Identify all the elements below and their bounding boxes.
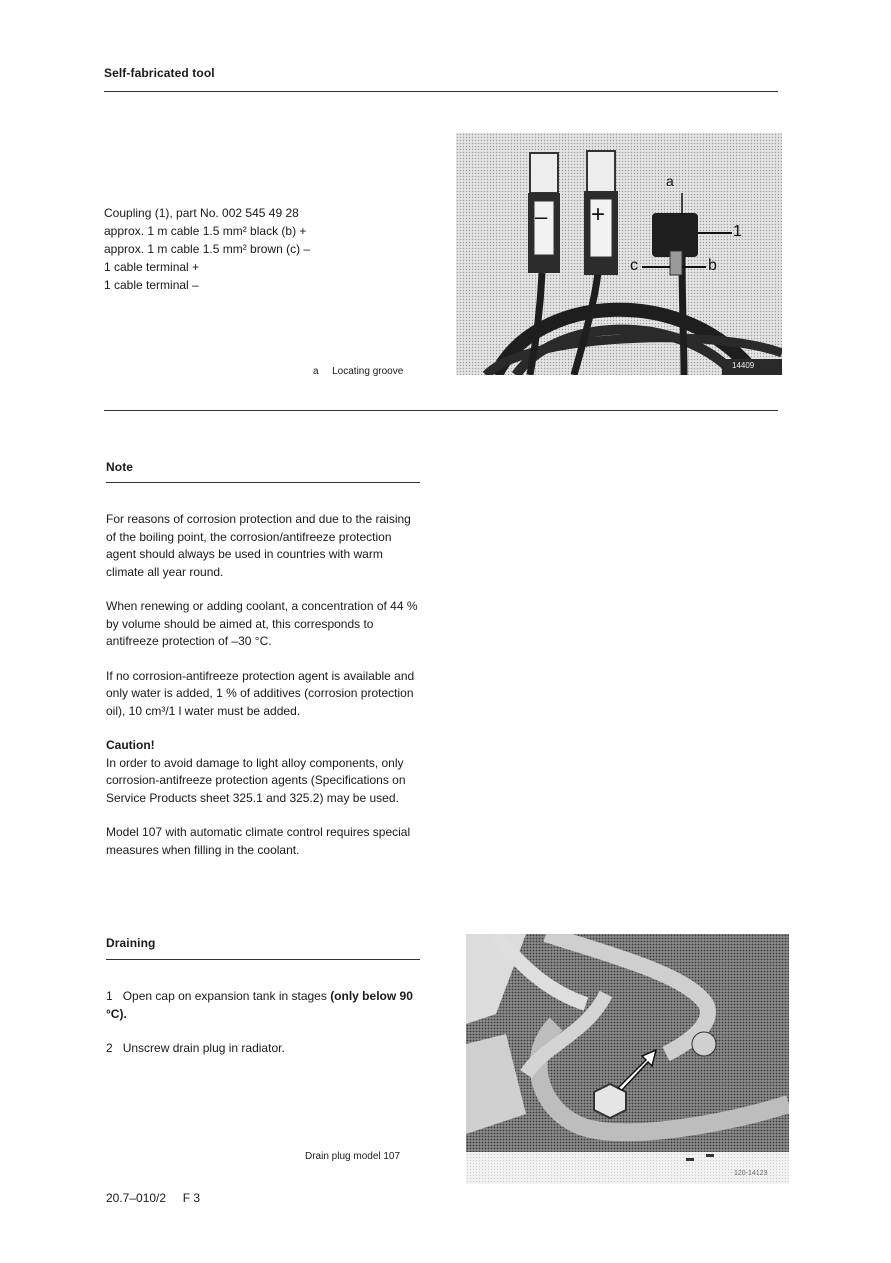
figure-caption <box>313 366 403 377</box>
coupling-photo <box>456 133 782 375</box>
section-divider <box>104 410 778 411</box>
step-number: 1 <box>106 989 113 1003</box>
page-footer <box>106 1190 200 1208</box>
note-body <box>106 511 424 859</box>
page-code: 20.7–010/2 <box>106 1191 167 1205</box>
label-c: c <box>630 257 638 274</box>
model-note: Model 107 with automatic climate control requires special measures when filling in the coolant. <box>106 825 411 857</box>
draining-heading: Draining <box>106 936 156 950</box>
label-1: 1 <box>733 223 742 240</box>
tool-heading: Self-fabricated tool <box>104 66 215 80</box>
draining-heading-rule <box>106 959 420 960</box>
parts-line: Coupling (1), part No. 002 545 49 28 <box>104 206 299 220</box>
section-divider <box>104 91 778 92</box>
caption-letter: a <box>313 366 319 377</box>
label-b: b <box>708 257 717 274</box>
figure-id: 120-14123 <box>734 1170 768 1177</box>
caption-text: Locating groove <box>332 366 404 377</box>
drain-plug-photo <box>466 934 789 1184</box>
tool-parts-list <box>104 204 424 294</box>
note-paragraph: For reasons of corrosion protection and due to the raising of the boiling point, the corrosion/antifreeze protection agent should always be used in countries with warm climate all year round. <box>106 512 411 579</box>
caution-text: In order to avoid damage to light alloy components, only corrosion-antifreeze protection agents (Specifications on Service Products sheet 325.1 and 325.2) may be used. <box>106 755 406 805</box>
step-2 <box>106 1040 424 1058</box>
drain-plug-caption: Drain plug model 107 <box>305 1151 401 1162</box>
plus-sign-icon: + <box>591 201 606 228</box>
step-text: Unscrew drain plug in radiator. <box>122 1041 285 1055</box>
note-paragraph: If no corrosion-antifreeze protection agent is available and only water is added, 1 % of additives (corrosion protection oil), 10 cm³/1 l water must be added. <box>106 668 415 718</box>
note-heading-rule <box>106 482 420 483</box>
parts-line: 1 cable terminal – <box>104 278 199 292</box>
draining-steps <box>106 988 424 1058</box>
caution-title: Caution! <box>106 738 155 752</box>
minus-sign-icon: – <box>535 204 548 229</box>
parts-line: approx. 1 m cable 1.5 mm² brown (c) – <box>104 242 311 256</box>
parts-line: approx. 1 m cable 1.5 mm² black (b) + <box>104 224 307 238</box>
label-a: a <box>666 173 674 189</box>
step-number: 2 <box>106 1041 113 1055</box>
step-1 <box>106 988 424 1023</box>
step-text: Open cap on expansion tank in stages <box>122 989 327 1003</box>
note-heading: Note <box>106 460 134 474</box>
figure-id: 14409 <box>732 361 755 370</box>
sheet-number: F 3 <box>182 1191 201 1205</box>
parts-line: 1 cable terminal + <box>104 260 200 274</box>
step-warning: (only below 90 °C). <box>106 989 413 1021</box>
note-paragraph: When renewing or adding coolant, a concentration of 44 % by volume should be aimed at, this corresponds to antifreeze protection of –30 °C. <box>106 599 418 648</box>
